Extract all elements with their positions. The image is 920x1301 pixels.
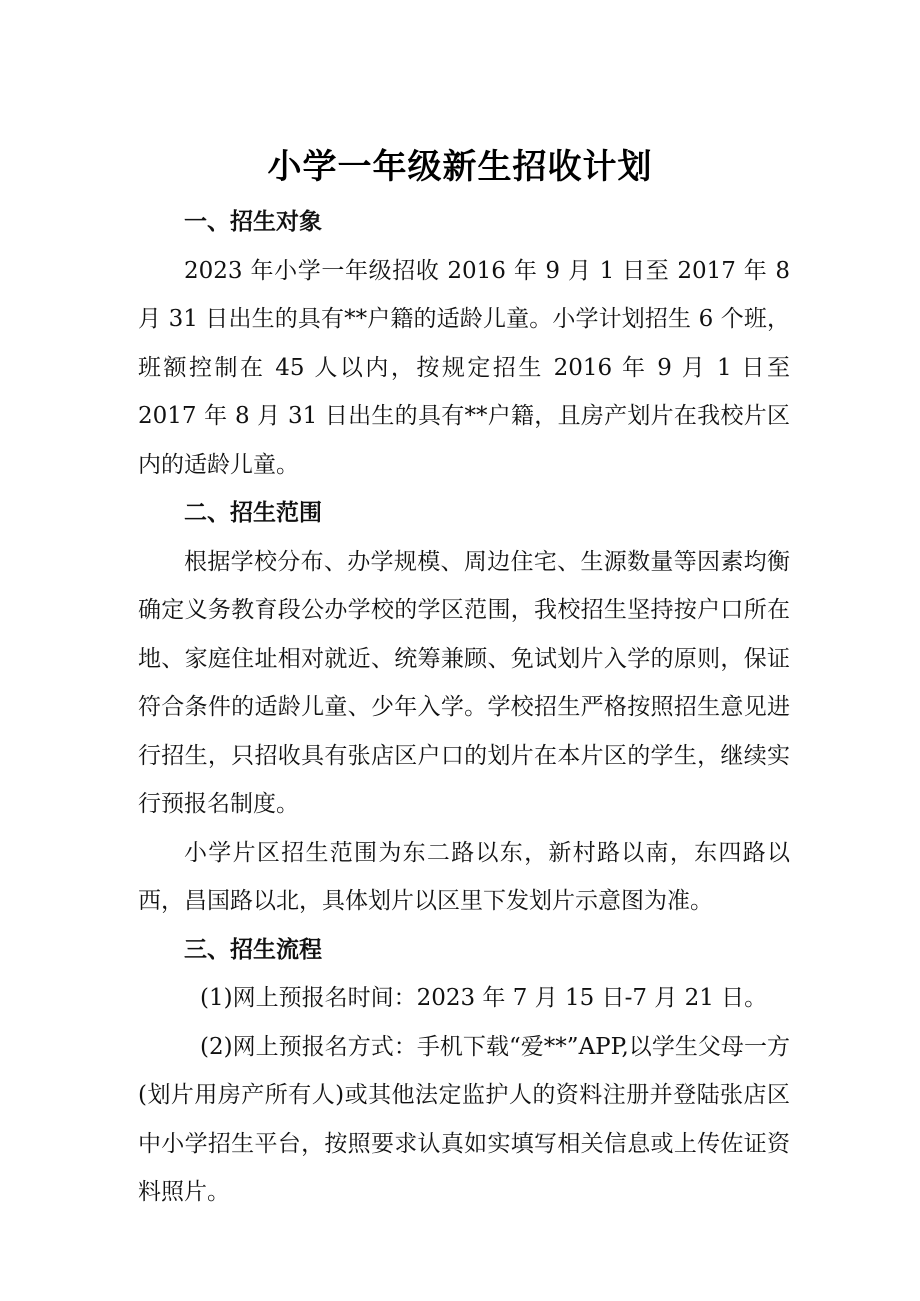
section-enrollment-target [138,198,790,489]
document-body [138,198,790,1217]
section-heading: 二、招生范围 [184,500,322,526]
section-heading: 一、招生对象 [184,209,322,235]
section-enrollment-scope [138,489,790,926]
section-enrollment-process [138,926,790,1217]
process-item: (1)网上预报名时间：2023 年 7 月 15 日-7 月 21 日。 [200,985,768,1011]
paragraph: 2023 年小学一年级招收 2016 年 9 月 1 日至 2017 年 8 月 31 日出生的具有**户籍的适龄儿童。小学计划招生 6 个班，班额控制在 45 人以内，按规定招生 2016 年 9 月 1 日至 2017 年 8 月 31 日出生的具有**户籍，且房产划片在我校片区内的适龄儿童。 [138,257,790,478]
document-title: 小学一年级新生招收计划 [267,146,653,187]
paragraph: 根据学校分布、办学规模、周边住宅、生源数量等因素均衡确定义务教育段公办学校的学区范围，我校招生坚持按户口所在地、家庭住址相对就近、统筹兼顾、免试划片入学的原则，保证符合条件的适龄儿童、少年入学。学校招生严格按照招生意见进行招生，只招收具有张店区户口的划片在本片区的学生，继续实行预报名制度。 [138,548,790,817]
section-heading: 三、招生流程 [184,936,322,963]
process-item: (2)网上预报名方式：手机下载“爱**”APP,以学生父母一方(划片用房产所有人)或其他法定监护人的资料注册并登陆张店区中小学招生平台，按照要求认真如实填写相关信息或上传佐证资料照片。 [138,1033,790,1205]
paragraph: 小学片区招生范围为东二路以东，新村路以南，东四路以西，昌国路以北，具体划片以区里下发划片示意图为准。 [138,839,790,914]
